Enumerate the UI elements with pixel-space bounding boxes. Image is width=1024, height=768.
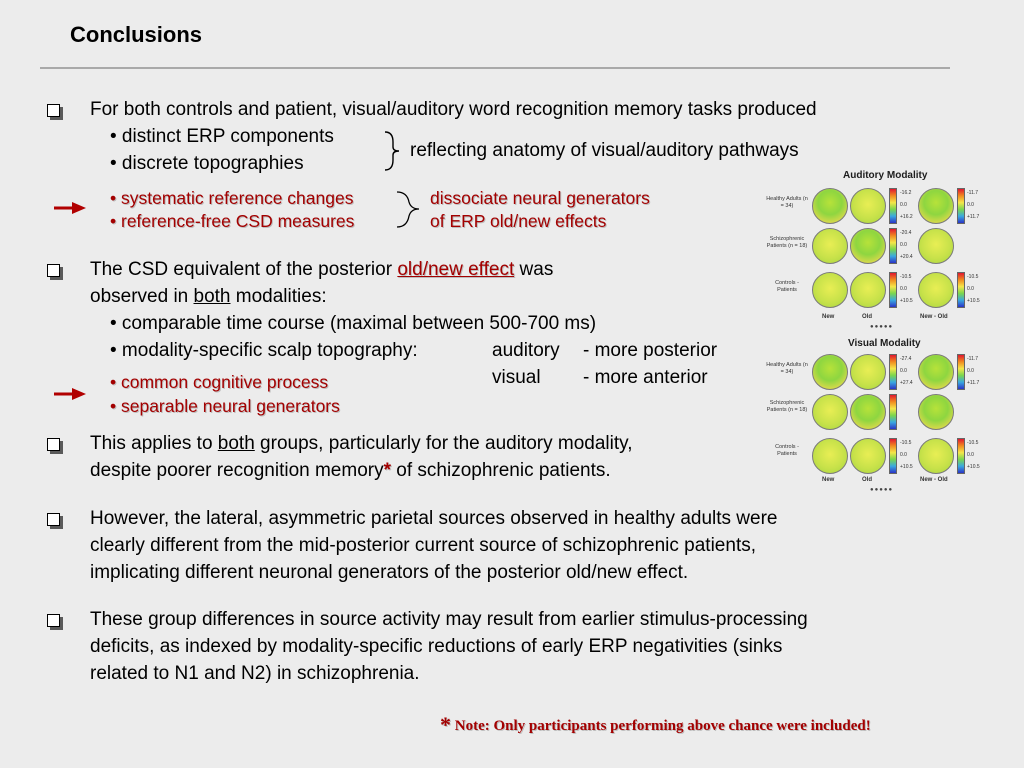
scalp-map (918, 228, 954, 264)
topography-figure (758, 168, 988, 498)
old-new-effect-highlight: old/new effect (397, 259, 515, 280)
checkbox-bullet-icon (47, 513, 60, 526)
checkbox-bullet-icon (47, 264, 60, 277)
visual-label: visual (492, 367, 541, 388)
column-label-diff: New - Old (920, 314, 948, 320)
scalp-map (812, 228, 848, 264)
red-arrow-icon (54, 387, 86, 401)
tick-label: 0.0 (967, 368, 974, 374)
tick-label: 0.0 (900, 242, 907, 248)
auditory-desc: - more posterior (583, 340, 718, 361)
title-divider (40, 67, 950, 69)
red-right-1: dissociate neural generators (430, 188, 650, 208)
visual-desc: - more anterior (583, 367, 708, 388)
tick-label: -16.2 (900, 190, 912, 196)
tick-label: 0.0 (967, 452, 974, 458)
bullet-3-line-1 (90, 430, 633, 457)
scalp-map (812, 188, 848, 224)
tick-label: -10.5 (967, 274, 979, 280)
colorbar (889, 272, 897, 308)
bullet-3-text-c: despite poorer recognition memory (90, 460, 384, 481)
tick-label: -10.5 (900, 440, 912, 446)
bullet-1-text: For both controls and patient, visual/auditory word recognition memory tasks produced (90, 99, 817, 120)
bullet-4-line-3: implicating different neuronal generators of the posterior old/new effect. (90, 562, 689, 583)
scale-dots-icon: ●●●●● (870, 487, 894, 493)
scalp-map (812, 354, 848, 390)
scalp-map (918, 272, 954, 308)
colorbar (957, 354, 965, 390)
bullet-2-text-c: observed in (90, 286, 194, 307)
scalp-map (812, 272, 848, 308)
colorbar (957, 438, 965, 474)
scalp-map (850, 228, 886, 264)
tick-label: -27.4 (900, 356, 912, 362)
right-brace-icon (383, 130, 401, 172)
row-label-difference: Controls - Patients (775, 444, 799, 457)
tick-label: 0.0 (967, 286, 974, 292)
colorbar (889, 394, 897, 430)
checkbox-bullet-icon (47, 438, 60, 451)
tick-label: 0.0 (967, 202, 974, 208)
both-underlined: both (193, 286, 231, 307)
scalp-map (918, 354, 954, 390)
tick-label: +27.4 (900, 380, 913, 386)
scalp-map (850, 272, 886, 308)
bullet-3-text-a: This applies to (90, 433, 218, 454)
tick-label: +11.7 (967, 380, 980, 386)
scalp-map (812, 438, 848, 474)
footnote-star: * (383, 460, 391, 481)
scalp-map (918, 188, 954, 224)
scalp-map (850, 394, 886, 430)
column-label-new: New (822, 314, 835, 320)
tick-label: 0.0 (900, 368, 907, 374)
red-arrow-icon (54, 201, 86, 215)
bullet-2-text-a: The CSD equivalent of the posterior (90, 259, 398, 280)
scalp-map (850, 188, 886, 224)
red-point-4: • separable neural generators (110, 396, 340, 416)
footnote-star: * (440, 712, 451, 737)
row-label-difference: Controls - Patients (775, 280, 799, 293)
column-label-old: Old (862, 314, 872, 320)
bullet-4-line-1: However, the lateral, asymmetric parietal sources observed in healthy adults were (90, 508, 778, 529)
scalp-map (812, 394, 848, 430)
scalp-map (850, 438, 886, 474)
tick-label: +10.5 (967, 298, 980, 304)
tick-label: -11.7 (967, 190, 979, 196)
bullet-2-text-b: was (514, 259, 554, 280)
red-right-2: of ERP old/new effects (430, 211, 607, 231)
bullet-3-text-d: of schizophrenic patients. (391, 460, 611, 481)
bullet-5-line-3: related to N1 and N2) in schizophrenia. (90, 663, 420, 684)
tick-label: -10.5 (967, 440, 979, 446)
bullet-2-line-1 (90, 256, 553, 283)
bullet-2-sub-1: • comparable time course (maximal between 500-700 ms) (110, 313, 597, 334)
red-point-1: • systematic reference changes (110, 188, 354, 208)
scalp-map (918, 438, 954, 474)
checkbox-bullet-icon (47, 104, 60, 117)
row-label-healthy: Healthy Adults (n = 34) (766, 362, 808, 375)
column-label-new: New (822, 477, 835, 483)
tick-label: 0.0 (900, 286, 907, 292)
row-label-schizophrenic: Schizophrenic Patients (n = 18) (766, 400, 808, 413)
right-brace-icon (395, 190, 423, 230)
tick-label: +10.5 (967, 464, 980, 470)
scalp-map (918, 394, 954, 430)
colorbar (889, 354, 897, 390)
column-label-old: Old (862, 477, 872, 483)
tick-label: -10.5 (900, 274, 912, 280)
colorbar (889, 228, 897, 264)
page-title: Conclusions (70, 22, 203, 47)
colorbar (957, 188, 965, 224)
footnote-text: Note: Only participants performing above chance were included! (451, 718, 871, 734)
colorbar (957, 272, 965, 308)
bullet-2-line-2 (90, 283, 327, 310)
bullet-5-line-2: deficits, as indexed by modality-specific reductions of early ERP negativities (sinks (90, 636, 783, 657)
tick-label: -11.7 (967, 356, 979, 362)
tick-label: +20.4 (900, 254, 913, 260)
tick-label: 0.0 (900, 202, 907, 208)
tick-label: -20.4 (900, 230, 912, 236)
scale-dots-icon: ●●●●● (870, 324, 894, 330)
bullet-2-text-d: modalities: (230, 286, 327, 307)
bullet-2-sub-2: • modality-specific scalp topography: (110, 340, 418, 361)
tick-label: +10.5 (900, 298, 913, 304)
bullet-5-line-1: These group differences in source activity may result from earlier stimulus-processing (90, 609, 808, 630)
colorbar (889, 188, 897, 224)
tick-label: +10.5 (900, 464, 913, 470)
visual-panel-title: Visual Modality (848, 338, 921, 349)
tick-label: 0.0 (900, 452, 907, 458)
footnote (440, 712, 871, 738)
auditory-label: auditory (492, 340, 560, 361)
auditory-panel-title: Auditory Modality (843, 170, 928, 181)
bullet-1-sub-2: • discrete topographies (110, 153, 304, 174)
checkbox-bullet-icon (47, 614, 60, 627)
column-label-diff: New - Old (920, 477, 948, 483)
bullet-4-line-2: clearly different from the mid-posterior current source of schizophrenic patients, (90, 535, 757, 556)
colorbar (889, 438, 897, 474)
red-point-3: • common cognitive process (110, 372, 329, 392)
tick-label: +11.7 (967, 214, 980, 220)
scalp-map (850, 354, 886, 390)
brace-text: reflecting anatomy of visual/auditory pathways (410, 140, 799, 161)
both-underlined: both (217, 433, 255, 454)
tick-label: +16.2 (900, 214, 913, 220)
row-label-schizophrenic: Schizophrenic Patients (n = 18) (766, 236, 808, 249)
row-label-healthy: Healthy Adults (n = 34) (766, 196, 808, 209)
bullet-3-line-2 (90, 457, 611, 484)
bullet-3-text-b: groups, particularly for the auditory modality, (254, 433, 633, 454)
red-point-2: • reference-free CSD measures (110, 211, 355, 231)
bullet-1-sub-1: • distinct ERP components (110, 126, 334, 147)
